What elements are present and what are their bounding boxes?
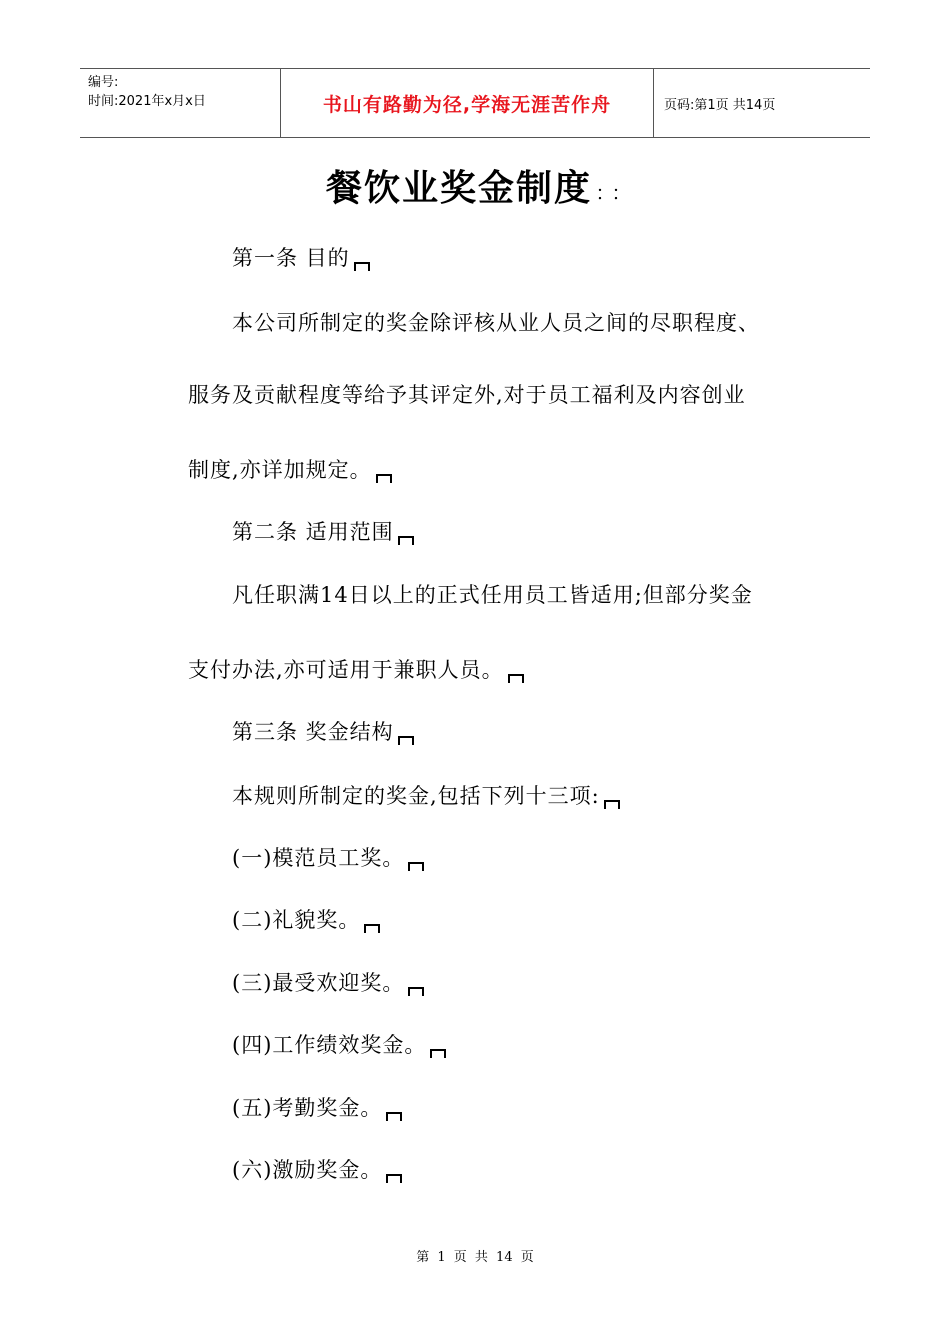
motto: 书山有路勤为径,学海无涯苦作舟	[281, 69, 654, 137]
article-heading: 第三条 奖金结构	[232, 716, 414, 746]
paragraph-mark-icon	[408, 987, 424, 996]
paragraph-mark-icon	[376, 474, 392, 483]
paragraph-line: 制度,亦详加规定。	[188, 454, 392, 484]
article-heading: 第一条 目的	[232, 242, 370, 272]
list-item: (三)最受欢迎奖。	[232, 967, 424, 997]
list-item: (五)考勤奖金。	[232, 1092, 402, 1122]
paragraph-line: 本公司所制定的奖金除评核从业人员之间的尽职程度、	[232, 311, 760, 335]
paragraph-mark-icon	[354, 262, 370, 271]
paragraph-mark-icon	[604, 800, 620, 809]
paragraph-line: 凡任职满14日以上的正式任用员工皆适用;但部分奖金	[232, 583, 753, 607]
title-text: 餐饮业奖金制度	[325, 168, 592, 209]
page-info: 页码:第1页 共14页	[664, 97, 776, 113]
title-suffix: ︰︰	[592, 185, 625, 204]
paragraph-mark-icon	[508, 674, 524, 683]
paragraph-line: 本规则所制定的奖金,包括下列十三项:	[232, 780, 620, 810]
article-heading: 第二条 适用范围	[232, 516, 414, 546]
header-table	[80, 68, 870, 138]
paragraph-mark-icon	[386, 1174, 402, 1183]
paragraph-mark-icon	[430, 1049, 446, 1058]
paragraph-line: 支付办法,亦可适用于兼职人员。	[188, 654, 524, 684]
page-footer: 第 1 页 共 14 页	[416, 1250, 534, 1265]
paragraph-mark-icon	[398, 536, 414, 545]
paragraph-line: 服务及贡献程度等给予其评定外,对于员工福利及内容创业	[188, 383, 746, 407]
paragraph-mark-icon	[386, 1112, 402, 1121]
list-item: (二)礼貌奖。	[232, 904, 380, 934]
paragraph-mark-icon	[408, 862, 424, 871]
number-label: 编号:	[88, 75, 119, 90]
paragraph-mark-icon	[364, 924, 380, 933]
paragraph-mark-icon	[398, 736, 414, 745]
header-meta-cell	[80, 69, 281, 137]
list-item: (六)激励奖金。	[232, 1154, 402, 1184]
time-label: 时间:2021年x月x日	[88, 94, 206, 109]
list-item: (四)工作绩效奖金。	[232, 1029, 446, 1059]
list-item: (一)模范员工奖。	[232, 842, 424, 872]
document-title	[0, 160, 950, 211]
